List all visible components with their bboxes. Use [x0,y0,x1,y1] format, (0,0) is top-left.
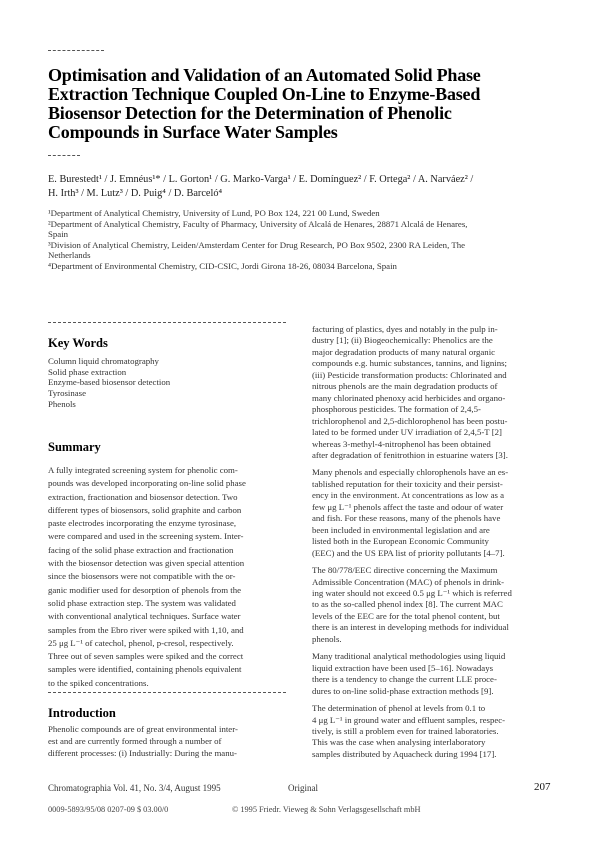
text-line: tablished reputation for their toxicity and their persist- [312,478,503,489]
title-rule [48,155,80,156]
text-line: many chlorinated phenoxy acid herbicides and organo- [312,392,506,403]
summary-end-rule [48,692,286,693]
text-line: listed both in the European Economic Community [312,536,489,547]
page-number: 207 [534,781,551,793]
text-line: few μg L⁻¹ phenols affect the taste and odour of water [312,501,504,512]
text-line: dures to on-line solid-phase extraction methods [9]. [312,685,494,696]
top-rule [48,50,104,51]
text-line: solid phase extraction step. The system was validated [48,597,236,608]
text-line: Many phenols and especially chlorophenols have an es- [312,467,509,478]
text-line: to the spiked concentrations. [48,677,149,688]
text-line: This was the case when analysing interlaboratory [312,737,486,748]
text-line: dustry [1]; (ii) Biogeochemically: Phenolics are the [312,335,493,346]
text-line: 25 μg L⁻¹ of catechol, phenol, p-cresol, respectively. [48,637,234,648]
text-line: were compared and used in the screening system. Inter- [48,531,244,542]
text-line: phenols. [312,633,342,644]
text-line: 4 μg L⁻¹ in ground water and effluent samples, respec- [312,714,506,725]
keyword-item: Tyrosinase [48,388,86,399]
right-column-text [312,324,512,760]
keyword-item: Column liquid chromatography [48,356,159,366]
text-line: Three out of seven samples were spiked and the correct [48,651,244,662]
affiliation-list [48,208,570,272]
text-line: Many traditional analytical methodologies using liquid [312,651,506,662]
text-line: phosphorous pesticides. The formation of 2,4,5- [312,404,481,415]
article-title [48,66,568,142]
text-line: ency in the environment. At concentrations as low as a [312,490,505,501]
article-type-label: Original [288,783,318,793]
text-line: nitrous phenols are the main degradation products of [312,381,498,392]
text-line: and fish. For these reasons, many of the phenols have [312,513,501,524]
text-line: been included in environmental legislation and are [312,524,490,535]
keywords-rule [48,322,286,323]
text-line: facing of the solid phase extraction and fractionation [48,544,234,555]
text-line: trichlorophenol and 2,5-dichlorophenol has been postu- [312,415,508,426]
text-line: Admissible Concentration (MAC) of phenols in drink- [312,576,505,587]
text-line: samples distributed by Aquacheck during 1994 [17]. [312,748,497,759]
title-line: Extraction Technique Coupled On-Line to Enzyme-Based [48,84,481,104]
text-line: with the biosensor detection was given special attention [48,558,245,569]
text-line: levels of the EEC are for the total phenol content, but [312,610,500,621]
affiliation-line: ⁴Department of Environmental Chemistry, CID-CSIC, Jordi Girona 18-26, 08034 Barcelona, Spain [48,260,397,271]
keywords-heading: Key Words [48,336,108,350]
text-line: Phenolic compounds are of great environmental inter- [48,724,238,734]
text-line: samples were identified, containing phenols equivalent [48,664,242,675]
text-line: different types of biosensors, solid graphite and carbon [48,504,242,515]
text-line: whereas 3-methyl-4-nitrophenol has been obtained [312,438,491,449]
copyright-notice: © 1995 Friedr. Vieweg & Sohn Verlagsgesellschaft mbH [232,805,421,814]
journal-citation: Chromatographia Vol. 41, No. 3/4, August 1995 [48,783,221,793]
summary-text [48,464,246,690]
text-line: extraction, fractionation and biosensor detection. Two [48,491,238,502]
affiliation-line: ³Division of Analytical Chemistry, Leiden/Amsterdam Center for Drug Research, PO Box 9502, 2300 RA Leiden, The [48,239,465,250]
text-line: (iii) Pesticide transformation products: Chlorinated and [312,369,507,380]
text-line: ganic modifier used for desorption of phenols from the [48,584,241,595]
text-line: lated to be formed under UV irradiation of 2,4,5-T [2] [312,427,502,438]
title-line: Biosensor Detection for the Determination of Phenolic [48,103,452,123]
introduction-text [48,724,238,759]
affiliation-line: ¹Department of Analytical Chemistry, University of Lund, PO Box 124, 221 00 Lund, Sweden [48,208,380,218]
title-line: Compounds in Surface Water Samples [48,122,338,142]
keyword-item: Enzyme-based biosensor detection [48,377,171,388]
text-line: est and are currently formed through a number of [48,735,222,746]
author-list [48,173,568,201]
affiliation-line: Spain [48,229,69,240]
text-line: since the biosensors were not compatible with the or- [48,571,236,582]
title-line: Optimisation and Validation of an Automated Solid Phase [48,65,481,85]
affiliation-line: ²Department of Analytical Chemistry, Faculty of Pharmacy, University of Alcalá de Henares, 28871 Alcalá de Henares, [48,218,468,229]
introduction-heading: Introduction [48,706,116,720]
text-line: A fully integrated screening system for phenolic com- [48,465,238,475]
keyword-item: Phenols [48,398,76,409]
text-line: paste electrodes incorporating the enzyme tyrosinase, [48,518,237,529]
text-line: there is an interest in developing methods for individual [312,622,509,633]
text-line: facturing of plastics, dyes and notably in the pulp in- [312,324,498,334]
affiliation-line: Netherlands [48,250,91,261]
text-line: pounds was developed incorporating on-line solid phase [48,478,246,489]
text-line: The 80/778/EEC directive concerning the Maximum [312,565,498,576]
keywords-list [48,356,170,410]
article-code: 0009-5893/95/08 0207-09 $ 03.00/0 [48,805,169,814]
text-line: (EEC) and the US EPA list of priority pollutants [4–7]. [312,547,505,558]
keyword-item: Solid phase extraction [48,366,127,377]
text-line: samples from the Ebro river were spiked with 1,10, and [48,624,244,635]
text-line: with conventional analytical techniques. Surface water [48,611,241,622]
text-line: after degradation of fenitrothion in estuarine waters [3]. [312,449,508,460]
text-line: compounds e.g. humic substances, tannins, and lignins; [312,358,507,369]
author-line: E. Burestedt¹ / J. Emnéus¹* / L. Gorton¹ / G. Marko-Varga¹ / E. Domínguez² / F. Ortega² / A. Narváez² / [48,174,474,185]
text-line: major degradation products of many natural organic [312,346,496,357]
text-line: different processes: (i) Industrially: During the manu- [48,747,237,758]
text-line: there is a tendency to change the current LLE proce- [312,674,497,685]
author-line: H. Irth³ / M. Lutz³ / D. Puig⁴ / D. Barceló⁴ [48,188,223,199]
text-line: ing water should not exceed 0.5 μg L⁻¹ which is referred [312,587,512,598]
text-line: The determination of phenol at levels from 0.1 to [312,703,486,714]
summary-heading: Summary [48,440,101,454]
text-line: tively, is still a problem even for trained laboratories. [312,725,499,736]
text-line: liquid extraction have been used [5–16]. Nowadays [312,662,494,673]
text-line: to as the so-called phenol index [8]. The current MAC [312,599,503,610]
